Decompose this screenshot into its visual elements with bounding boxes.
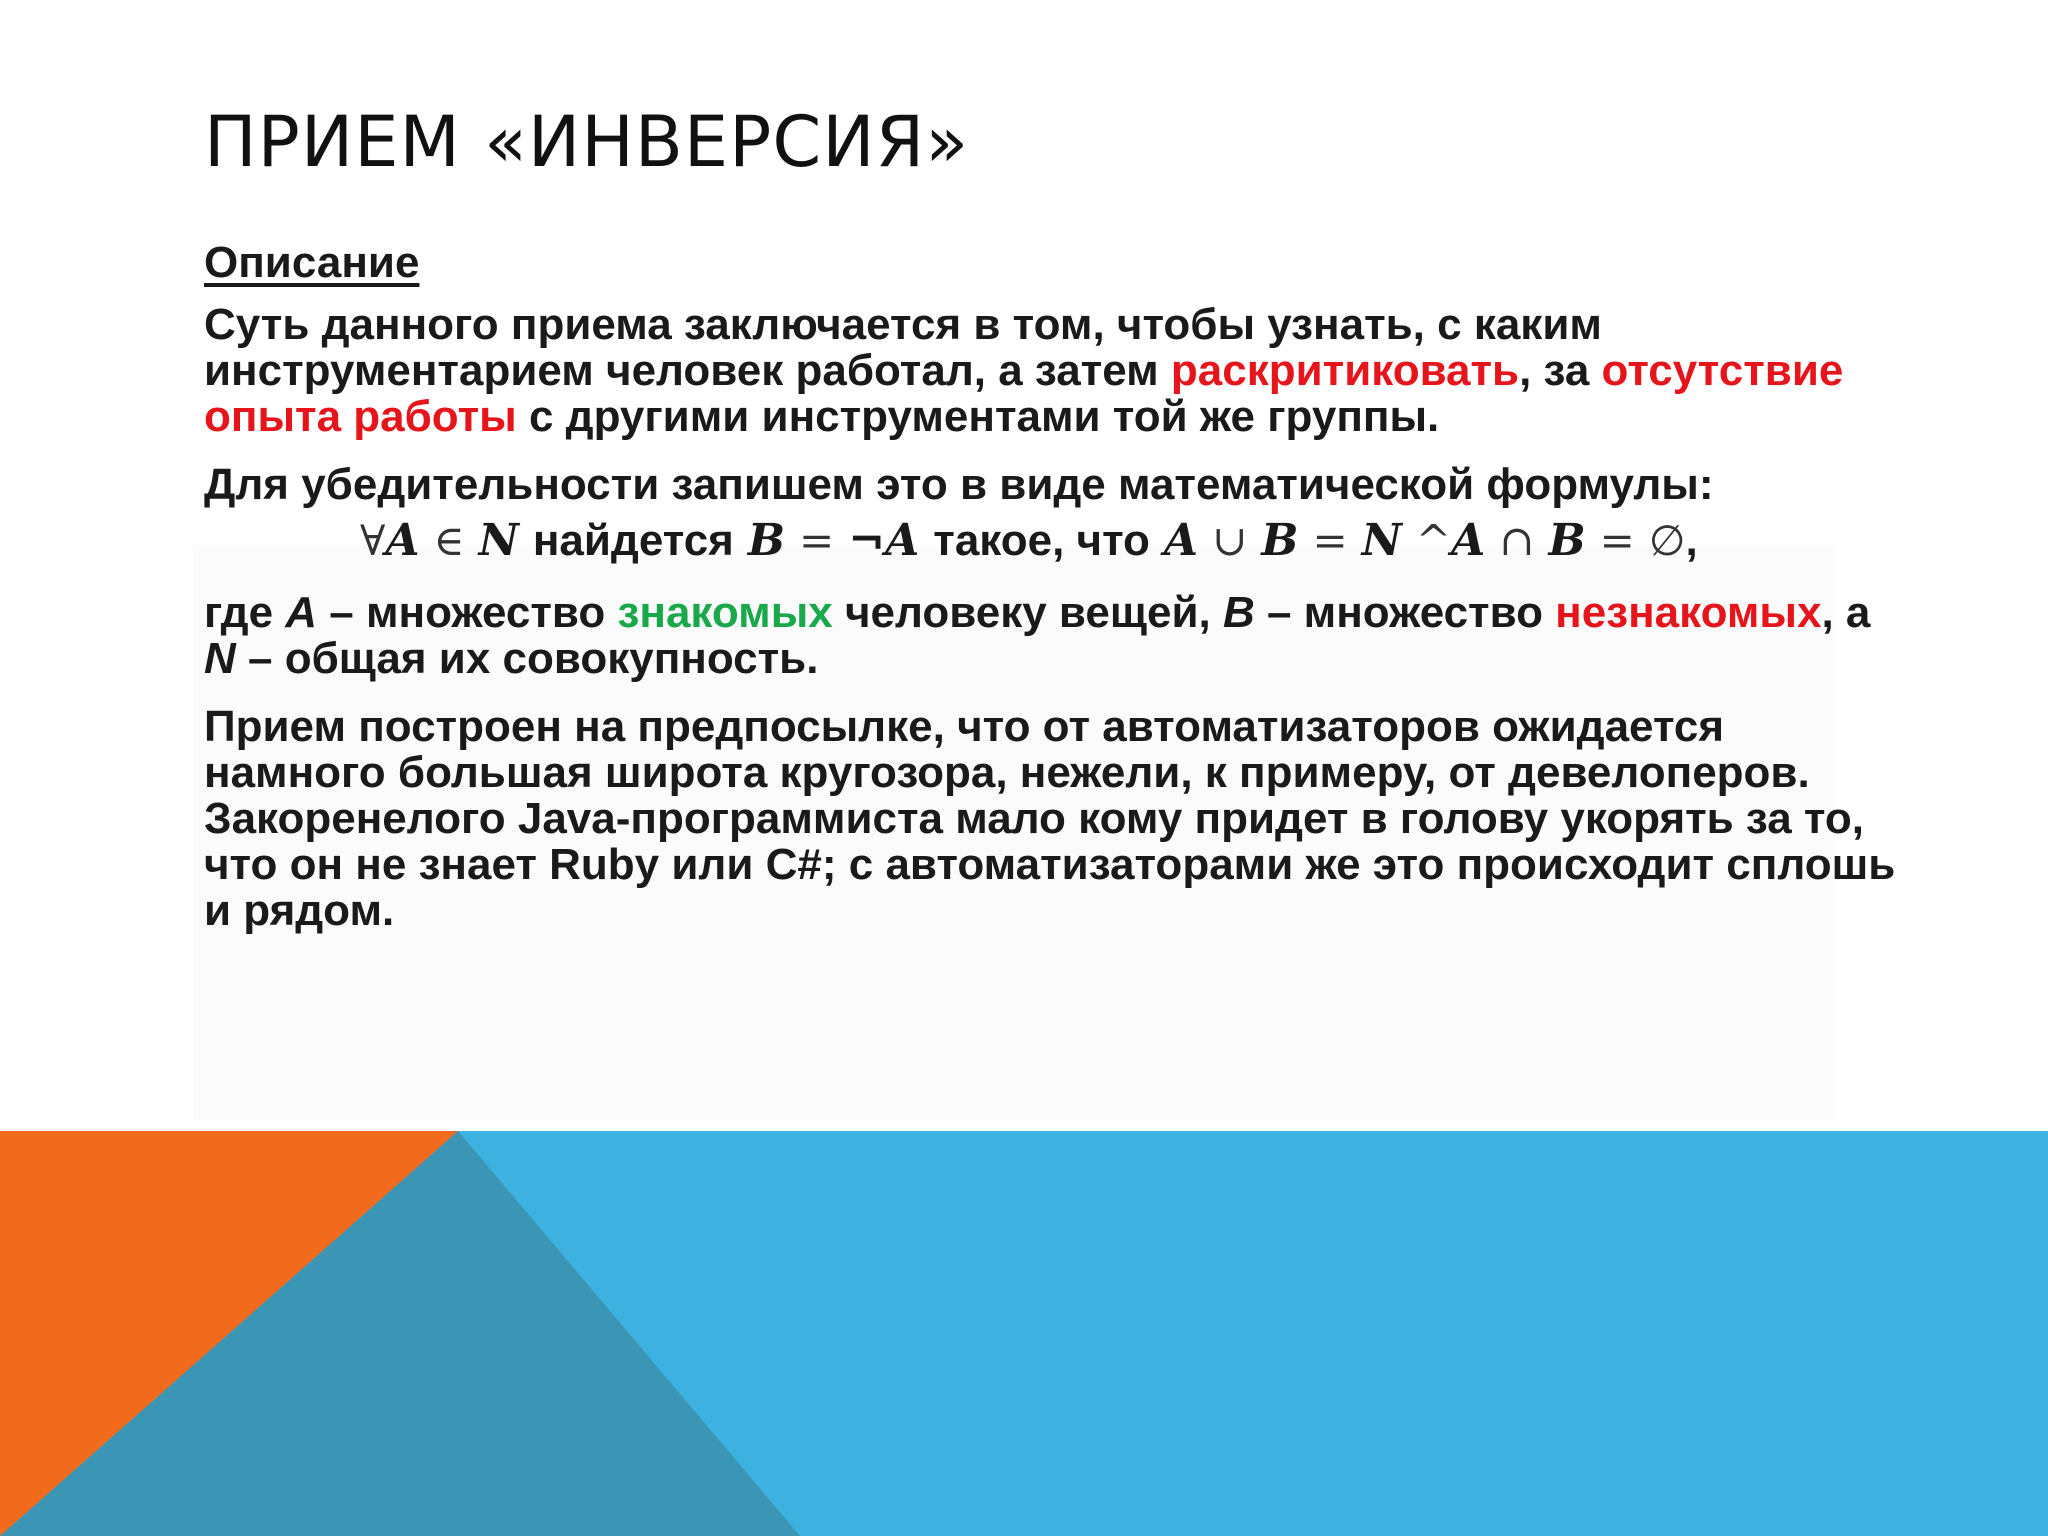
- formula-equals: =: [799, 516, 835, 565]
- formula-inter-b: B: [1548, 515, 1586, 566]
- formula-var-n: N: [478, 515, 519, 566]
- text-run: , а: [1821, 588, 1871, 637]
- text-run: с другими инструментами той же группы.: [516, 392, 1440, 441]
- formula-var-b: B: [747, 515, 786, 566]
- formula-element-of-symbol: ∈: [433, 516, 465, 565]
- paragraph-formula-intro: Для убедительности запишем это в виде математической формулы:: [204, 460, 1714, 509]
- formula-union-b: B: [1261, 515, 1299, 566]
- formula-intersection-symbol: ∩: [1499, 516, 1535, 565]
- text-run: человеку вещей,: [832, 588, 1223, 637]
- section-heading: Описание: [204, 238, 420, 287]
- formula-equals: =: [1312, 516, 1348, 565]
- decorative-footer-shapes: [0, 1131, 2048, 1536]
- paragraph-description: [204, 302, 1904, 440]
- formula-inter-a: A: [1451, 515, 1486, 566]
- formula-forall-symbol: ∀: [360, 516, 386, 565]
- slide-body: [204, 240, 1904, 956]
- formula-text-exists: найдется: [532, 516, 734, 565]
- paragraph-premise: Прием построен на предпосылке, что от автоматизаторов ожидается намного большая широта кругозора, нежели, к примеру, от девелоперов. Закоренелого Java-программиста мало кому придет в голову укорять за то, что он не знает Ruby или C#; с автоматизаторами же это происходит сплошь и рядом.: [204, 702, 1896, 935]
- definition-var-a: A: [285, 588, 318, 637]
- formula-equals: =: [1599, 516, 1635, 565]
- text-run: Суть данного приема заключается в том, чтобы узнать, с каким инструментарием человек работал, а затем: [204, 300, 1602, 395]
- formula-union-a: A: [1163, 515, 1199, 566]
- text-run: – множество: [1254, 588, 1556, 637]
- formula-wedge-symbol: ^: [1415, 516, 1452, 565]
- paragraph-definitions: [204, 590, 1904, 682]
- definition-var-b: B: [1222, 588, 1255, 637]
- highlight-unfamiliar: незнакомых: [1555, 588, 1822, 637]
- formula-union-n: N: [1361, 515, 1402, 566]
- highlight-no-experience: отсутствие опыта работы: [204, 346, 1844, 441]
- formula-union-symbol: ∪: [1212, 516, 1248, 565]
- formula-text-such-that: такое, что: [933, 516, 1150, 565]
- text-run: , за: [1519, 346, 1602, 395]
- highlight-familiar: знакомых: [617, 588, 833, 637]
- formula-comma: ,: [1685, 516, 1698, 565]
- definition-var-n: N: [204, 634, 236, 683]
- math-formula: [204, 514, 1904, 568]
- highlight-criticize: раскритиковать: [1170, 346, 1520, 395]
- text-run: – множество: [317, 588, 618, 637]
- text-run: – общая их совокупность.: [235, 634, 819, 683]
- formula-var-a: A: [385, 515, 420, 566]
- formula-not-a: ¬A: [848, 515, 920, 566]
- slide-title: ПРИЕМ «ИНВЕРСИЯ»: [204, 101, 970, 183]
- formula-empty-set-symbol: ∅: [1648, 516, 1686, 565]
- text-run: где: [204, 588, 286, 637]
